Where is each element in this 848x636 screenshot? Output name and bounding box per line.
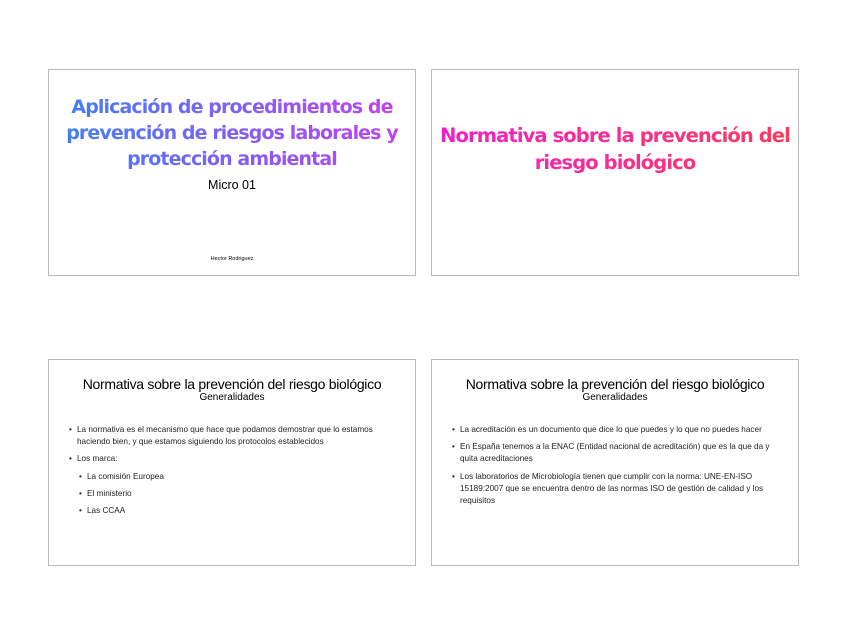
bullet-icon: • [79,506,82,516]
bullet-text: La comisión Europea [87,471,164,481]
slide-generalidades-1[interactable] [48,359,416,566]
bullet-item [452,471,774,508]
slide-subtitle: Micro 01 [208,178,256,192]
bullet-icon: • [69,425,72,434]
slide-heading: Normativa sobre la prevención del riesgo biológico [465,376,765,392]
bullet-icon: • [79,488,82,498]
slide-subheading: Generalidades [582,392,648,403]
bullet-item [69,453,391,465]
slide-section[interactable] [431,69,799,276]
bullet-list [452,424,774,512]
bullet-subitem [79,471,391,483]
slide-generalidades-2[interactable] [431,359,799,566]
bullet-text: El ministerio [87,488,132,498]
slide-subheading: Generalidades [199,392,265,403]
bullet-text: Los marca: [77,454,118,464]
slide-title-heading: Aplicación de procedimientos de prevención de riesgos laborales y protección ambiental [49,94,415,172]
bullet-icon: • [452,442,455,452]
bullet-text: Los laboratorios de Microbiología tienen que cumplir con la norma: UNE-EN-ISO 15189:2007 que se encuentra dentro de las normas ISO de gestión de calidad y los requisitos [460,471,764,506]
bullet-list [69,424,391,522]
bullet-item [69,424,391,448]
bullet-icon: • [452,471,455,481]
slide-heading: Normativa sobre la prevención del riesgo biológico [82,376,382,392]
bullet-text: La normativa es el mecanismo que hace que podamos demostrar que lo estamos haciendo bien, y que estamos siguiendo los protocolos establecidos [77,425,373,447]
bullet-item [452,441,774,465]
bullet-item [452,424,774,436]
bullet-icon: • [79,471,82,481]
bullet-text: Las CCAA [87,506,126,516]
slide-author: Hector Rodriguez [210,256,254,262]
bullet-text: En España tenemos a la ENAC (Entidad nacional de acreditación) que es la que da y quita acreditaciones [460,442,770,464]
bullet-subitem [79,488,391,500]
slide-title[interactable] [48,69,416,276]
bullet-text: La acreditación es un documento que dice lo que puedes y lo que no puedes hacer [460,425,762,434]
bullet-icon: • [452,425,455,434]
bullet-subitem [79,505,391,517]
bullet-icon: • [69,454,72,464]
section-heading: Normativa sobre la prevención del riesgo biológico [432,122,798,176]
